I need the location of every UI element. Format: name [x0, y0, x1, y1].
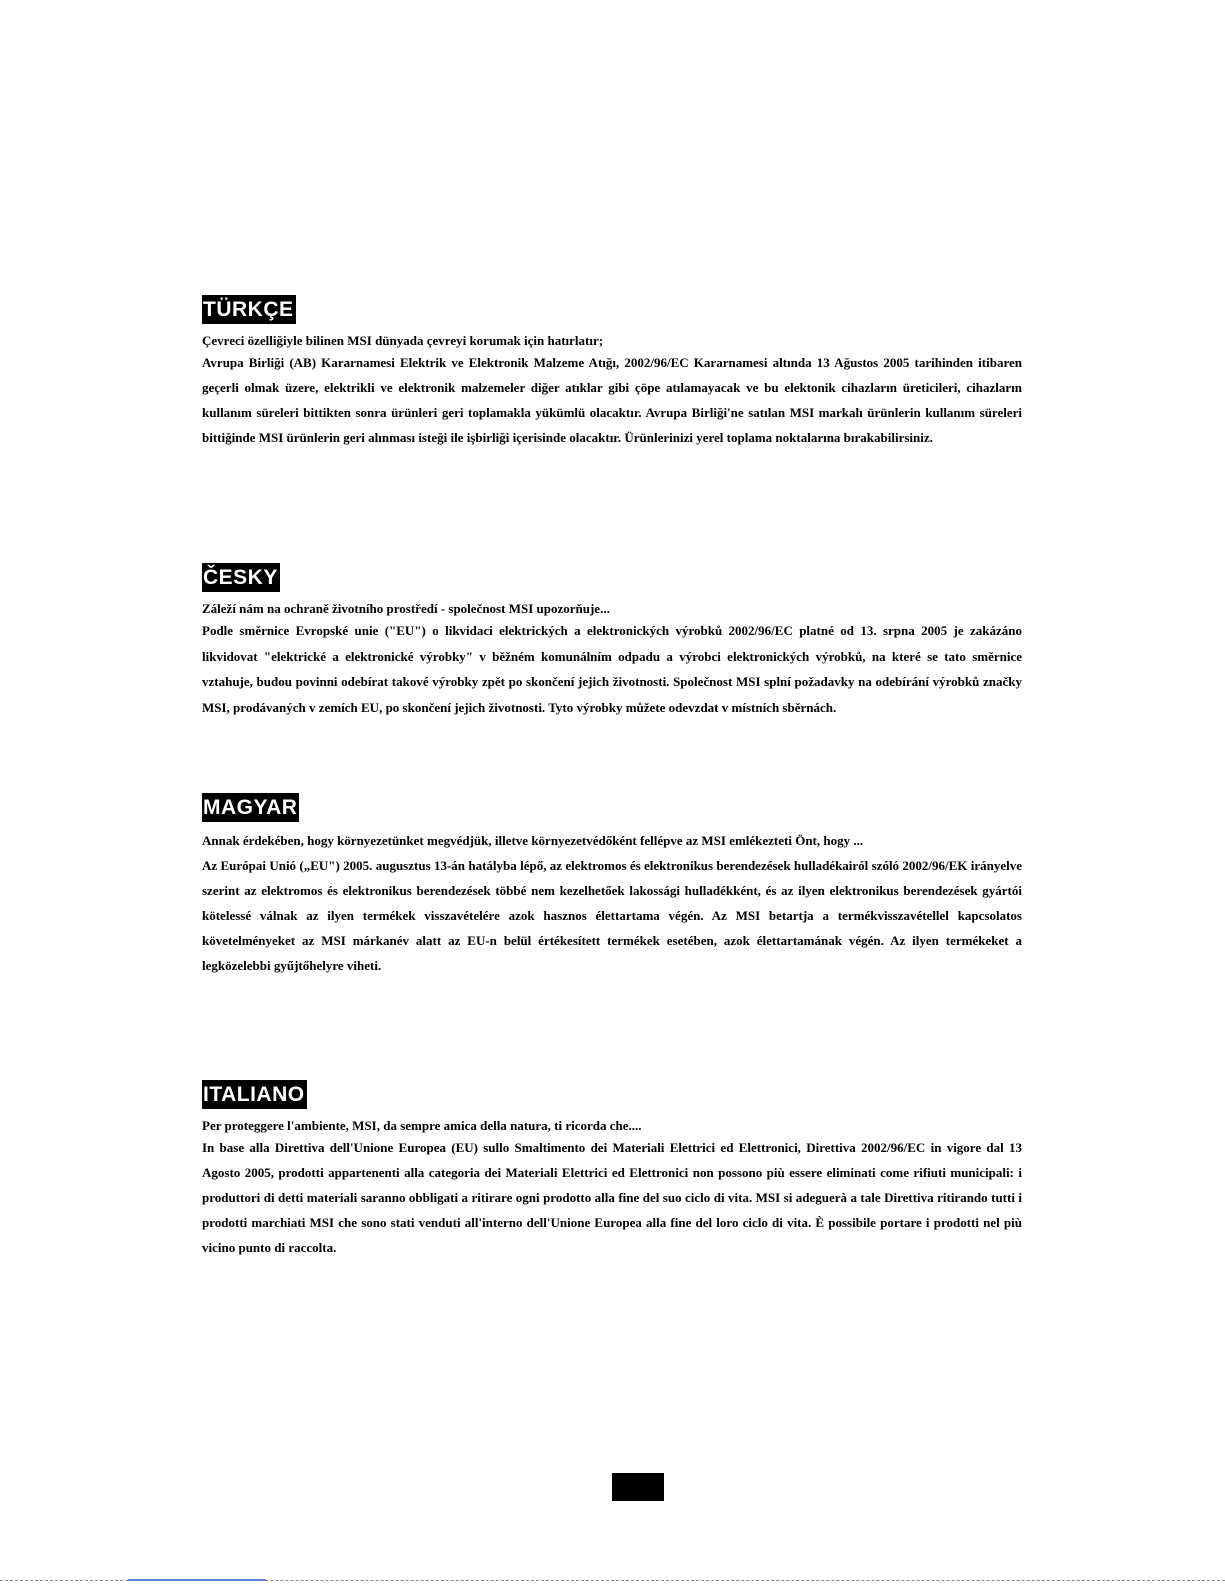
language-tag-turkish: TÜRKÇE: [202, 295, 296, 324]
section-czech: [202, 563, 1022, 720]
page-number-box: [612, 1473, 664, 1501]
language-tag-italian: ITALIANO: [202, 1080, 307, 1109]
intro-turkish: Çevreci özelliğiyle bilinen MSI dünyada çevreyi korumak için hatırlatır;: [202, 333, 604, 348]
section-hungarian: [202, 793, 1022, 978]
intro-italian: Per proteggere l'ambiente, MSI, da sempre amica della natura, ti ricorda che....: [202, 1118, 642, 1133]
body-czech: Podle směrnice Evropské unie ("EU") o likvidaci elektrických a elektronických výrobků 2002/96/EC platné od 13. srpna 2005 je zakázáno likvidovat "elektrické a elektronické výrobky" v běžném komunálním odpadu a výrobci elektronických výrobků, na které se tato směrnice vztahuje, budou povinni odebírat takové výrobky zpět po skončení jejich životnosti. Společnost MSI splní požadavky na odebírání výrobků značky MSI, prodávaných v zemích EU, po skončení jejich životnosti. Tyto výrobky můžete odevzdat v místních sběrnách.: [202, 623, 1022, 715]
page-bottom-link-bar: [128, 1579, 266, 1581]
language-tag-hungarian: MAGYAR: [202, 793, 299, 822]
body-hungarian: Az Európai Unió („EU") 2005. augusztus 13-án hatályba lépő, az elektromos és elektronikus berendezések hulladékairól szóló 2002/96/EK irányelve szerint az elektromos és elektronikus berendezések többé nem kezelhetőek lakossági hulladékként, és az ilyen elektronikus berendezések gyártói kötelessé válnak az ilyen termékek visszavételére azok hasznos élettartama végén. Az MSI betartja a termékvisszavétellel kapcsolatos követelményeket az MSI márkanév alatt az EU-n belül értékesített termékek esetében, azok élettartamának végén. Az ilyen termékeket a legközelebbi gyűjtőhelyre viheti.: [202, 858, 1022, 973]
body-turkish: Avrupa Birliği (AB) Kararnamesi Elektrik ve Elektronik Malzeme Atığı, 2002/96/EC Kararnamesi altında 13 Ağustos 2005 tarihinden itibaren geçerli olmak üzere, elektrikli ve elektronik malzemeler diğer atıklar gibi çöpe atılamayacak ve bu elektonik cihazların üreticileri, cihazların kullanım süreleri bittikten sonra ürünleri geri toplamakla yükümlü olacaktır. Avrupa Birliği'ne satılan MSI markalı ürünlerin kullanım süreleri bittiğinde MSI ürünlerin geri alınması isteği ile işbirliği içerisinde olacaktır. Ürünlerinizi yerel toplama noktalarına bırakabilirsiniz.: [202, 355, 1022, 445]
intro-czech: Záleží nám na ochraně životního prostředí - společnost MSI upozorňuje...: [202, 601, 610, 616]
body-italian: In base alla Direttiva dell'Unione Europea (EU) sullo Smaltimento dei Materiali Elettrici ed Elettronici, Direttiva 2002/96/EC in vigore dal 13 Agosto 2005, prodotti appartenenti alla categoria dei Materiali Elettrici ed Elettronici non possono più essere eliminati come rifiuti municipali: i produttori di detti materiali saranno obbligati a ritirare ogni prodotto alla fine del suo ciclo di vita. MSI si adeguerà a tale Direttiva ritirando tutti i prodotti marchiati MSI che sono stati venduti all'interno dell'Unione Europea alla fine del loro ciclo di vita. È possibile portare i prodotti nel più vicino punto di raccolta.: [202, 1140, 1022, 1255]
section-turkish: [202, 295, 1022, 450]
language-tag-czech: ČESKY: [202, 563, 280, 592]
intro-hungarian: Annak érdekében, hogy környezetünket megvédjük, illetve környezetvédőként fellépve az MSI emlékezteti Önt, hogy ...: [202, 833, 864, 848]
section-italian: [202, 1080, 1022, 1260]
